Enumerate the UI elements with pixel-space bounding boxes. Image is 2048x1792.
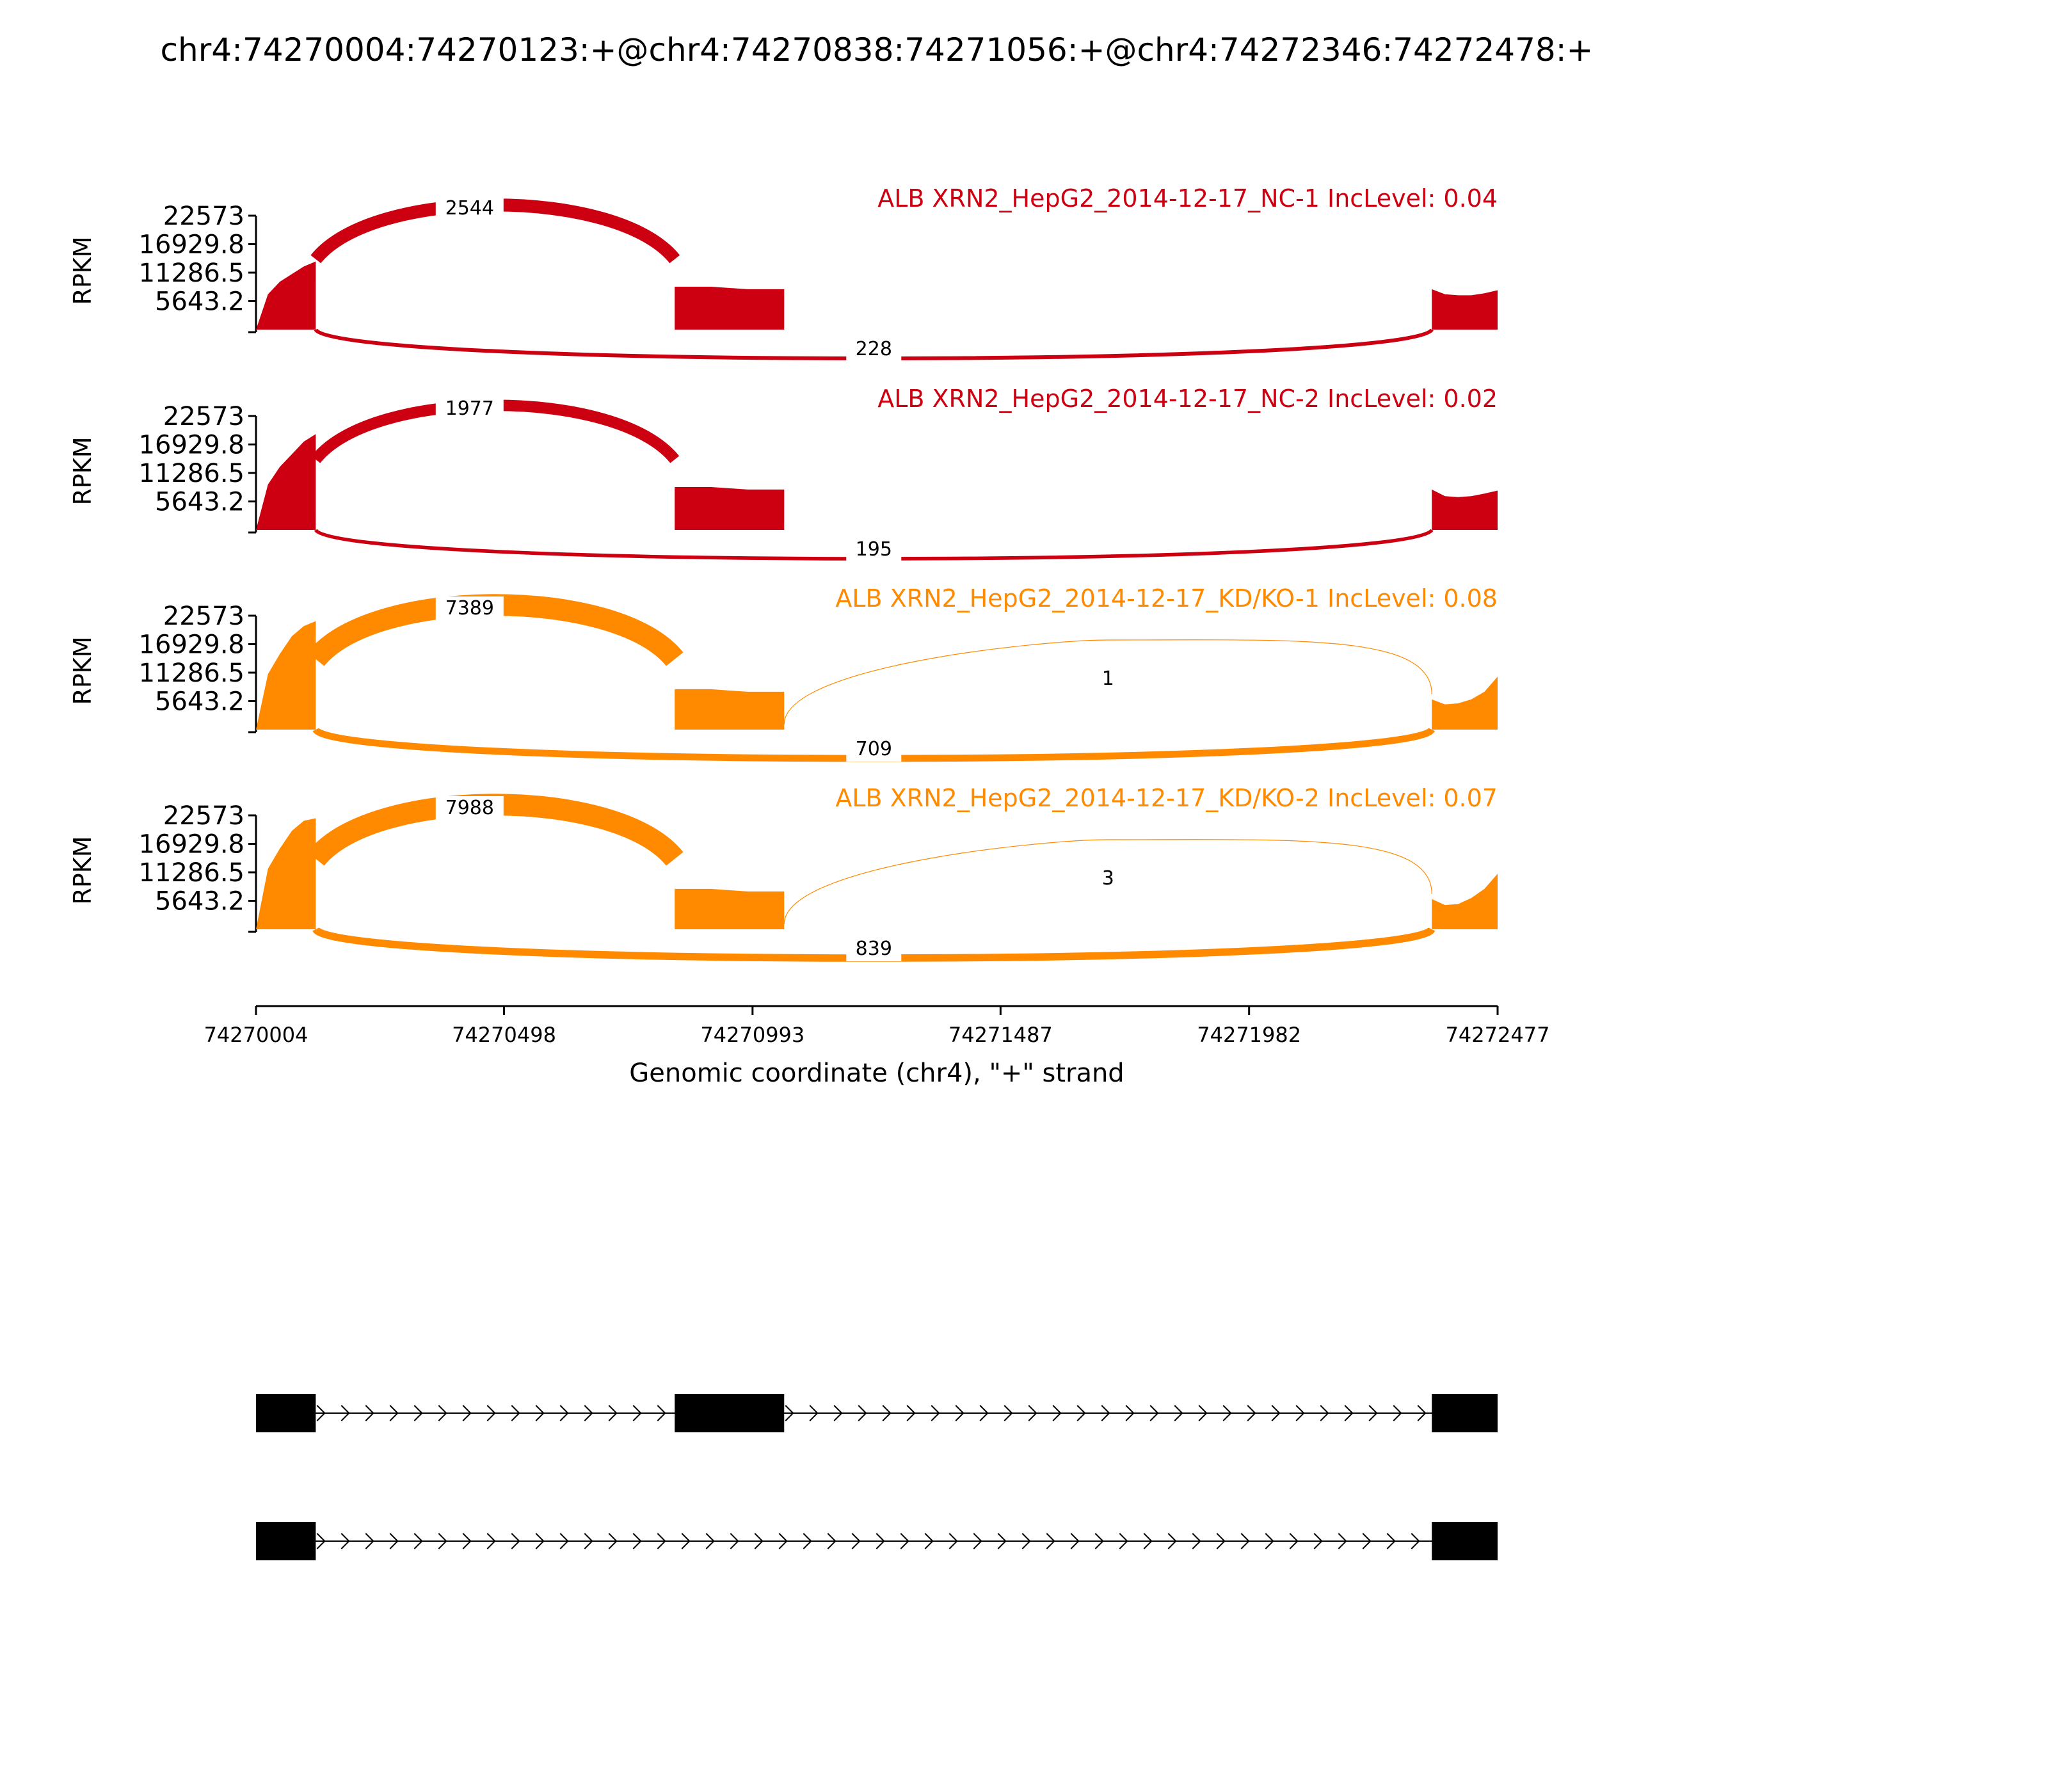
y-tick-label: 22573 bbox=[163, 602, 244, 631]
junction-count-label: 7988 bbox=[445, 797, 494, 819]
exon-block bbox=[1432, 1394, 1498, 1432]
exon-block bbox=[1432, 1522, 1498, 1560]
coverage-area bbox=[675, 487, 784, 530]
sample-panel bbox=[68, 584, 1498, 762]
y-tick-label: 16929.8 bbox=[138, 630, 244, 660]
sample-label: ALB XRN2_HepG2_2014-12-17_KD/KO-2 IncLevel: 0.07 bbox=[835, 784, 1498, 812]
sample-panel bbox=[68, 385, 1498, 562]
coverage-area bbox=[1432, 874, 1498, 929]
y-axis-label: RPKM bbox=[68, 636, 97, 705]
exon-block bbox=[256, 1522, 316, 1560]
y-tick-label: 5643.2 bbox=[155, 687, 244, 717]
x-tick-label: 74271982 bbox=[1197, 1023, 1302, 1047]
coverage-area bbox=[256, 621, 316, 730]
plot-title: chr4:74270004:74270123:+@chr4:74270838:74271056:+@chr4:74272346:74272478:+ bbox=[160, 31, 1594, 68]
junction-count-label: 1 bbox=[1101, 668, 1114, 690]
coverage-area bbox=[675, 889, 784, 929]
coverage-area bbox=[1432, 289, 1498, 330]
y-tick-label: 16929.8 bbox=[138, 230, 244, 260]
junction-count-label: 7389 bbox=[445, 597, 494, 620]
y-axis-label: RPKM bbox=[68, 836, 97, 905]
y-tick-label: 11286.5 bbox=[138, 858, 244, 888]
x-axis-label: Genomic coordinate (chr4), "+" strand bbox=[629, 1059, 1124, 1088]
y-tick-label: 22573 bbox=[163, 801, 244, 831]
y-tick-label: 22573 bbox=[163, 202, 244, 231]
y-tick-label: 11286.5 bbox=[138, 459, 244, 488]
sample-label: ALB XRN2_HepG2_2014-12-17_NC-2 IncLevel: 0.02 bbox=[877, 385, 1498, 413]
y-tick-label: 22573 bbox=[163, 402, 244, 431]
junction-count-label: 1977 bbox=[445, 397, 494, 420]
exon-block bbox=[256, 1394, 316, 1432]
y-axis-label: RPKM bbox=[68, 436, 97, 506]
sample-label: ALB XRN2_HepG2_2014-12-17_KD/KO-1 IncLevel: 0.08 bbox=[835, 584, 1498, 612]
gene-model bbox=[256, 1522, 1498, 1560]
junction-count-label: 2544 bbox=[445, 197, 494, 220]
coverage-area bbox=[675, 689, 784, 730]
junction-count-label: 228 bbox=[855, 338, 892, 360]
coverage-area bbox=[256, 434, 316, 530]
x-tick-label: 74270004 bbox=[204, 1023, 308, 1047]
sample-panels bbox=[68, 184, 1498, 961]
gene-model bbox=[256, 1394, 1498, 1432]
y-tick-label: 5643.2 bbox=[155, 287, 244, 317]
sample-panel bbox=[68, 184, 1498, 362]
junction-count-label: 709 bbox=[855, 738, 892, 760]
sample-panel bbox=[68, 784, 1498, 961]
coverage-area bbox=[256, 819, 316, 930]
coverage-area bbox=[675, 287, 784, 330]
x-axis bbox=[204, 1006, 1550, 1047]
coverage-area bbox=[1432, 490, 1498, 530]
y-tick-label: 11286.5 bbox=[138, 659, 244, 688]
x-tick-label: 74272477 bbox=[1445, 1023, 1550, 1047]
y-tick-label: 5643.2 bbox=[155, 886, 244, 916]
junction-count-label: 3 bbox=[1101, 867, 1114, 890]
y-tick-label: 11286.5 bbox=[138, 259, 244, 288]
x-tick-label: 74270498 bbox=[452, 1023, 556, 1047]
junction-count-label: 839 bbox=[855, 938, 892, 960]
coverage-area bbox=[1432, 676, 1498, 730]
y-tick-label: 5643.2 bbox=[155, 487, 244, 517]
y-axis-label: RPKM bbox=[68, 236, 97, 305]
sample-label: ALB XRN2_HepG2_2014-12-17_NC-1 IncLevel: 0.04 bbox=[877, 184, 1498, 212]
exon-block bbox=[675, 1394, 784, 1432]
x-tick-label: 74271487 bbox=[948, 1023, 1053, 1047]
x-tick-label: 74270993 bbox=[700, 1023, 805, 1047]
y-tick-label: 16929.8 bbox=[138, 430, 244, 460]
y-tick-label: 16929.8 bbox=[138, 829, 244, 860]
junction-count-label: 195 bbox=[855, 538, 892, 561]
coverage-area bbox=[256, 262, 316, 330]
gene-model-track bbox=[256, 1394, 1498, 1560]
